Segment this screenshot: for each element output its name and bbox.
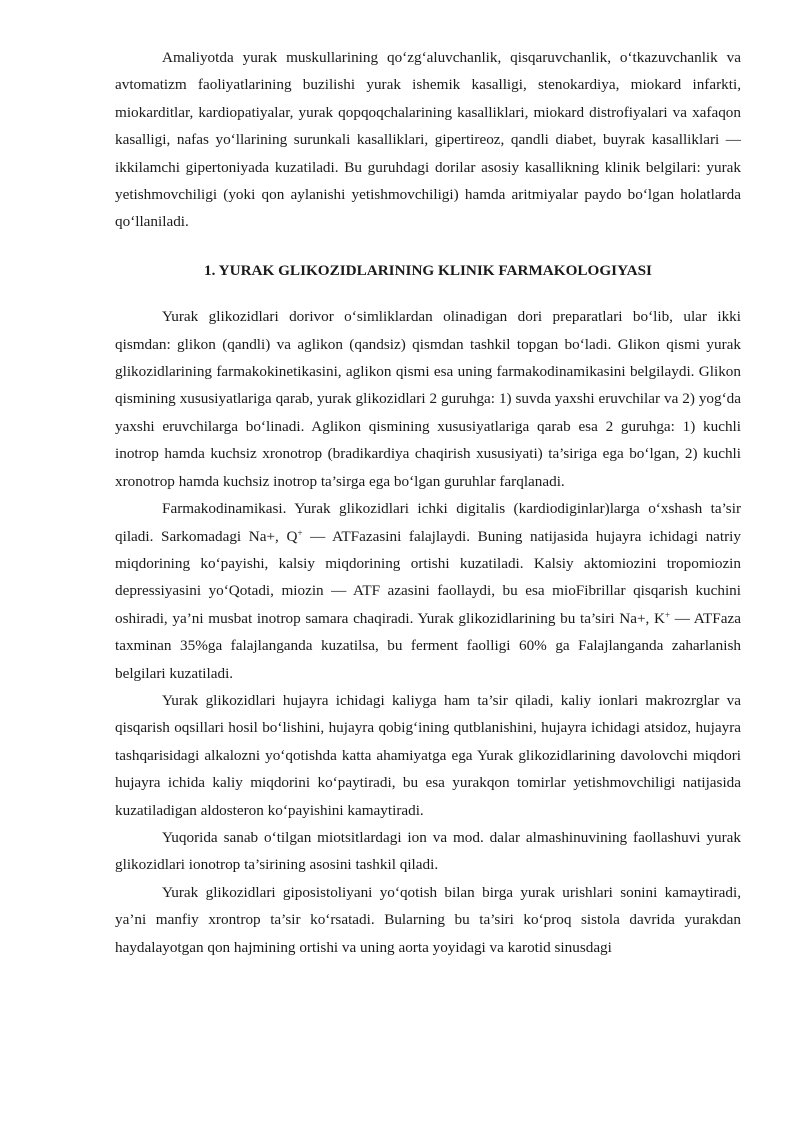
document-body xyxy=(115,44,741,961)
paragraph-intro: Amaliyotda yurak muskullarining qo‘zg‘aluvchanlik, qisqaruvchanlik, o‘tkazuvchanlik va avtomatizm faoliyatlarining buzilishi yurak ishemik kasalligi, stenokardiya, miokard infarkti, miokarditlar, kardiopatiyalar, yurak qopqoqchalarining kasalliklari, miokard distrofiyalari va xafaqon kasalligi, nafas yo‘llarining surunkali kasalliklari, gipertireoz, qandli diabet, buyrak kasalliklari — ikkilamchi gipertoniyada kuzatiladi. Bu guruhdagi dorilar asosiy kasallikning klinik belgilari: yurak yetishmovchiligi (yoki qon aylanishi yetishmovchiligi) hamda aritmiyalar paydo bo‘lgan holatlarda qo‘llaniladi. xyxy=(115,49,741,231)
section-heading: 1. YURAK GLIKOZIDLARINING KLINIK FARMAKOLOGIYASI xyxy=(204,261,652,279)
pharmacodynamics-text-3: — ATFaza taxminan 35%ga falajlanganda kuzatilsa, bu ferment faolligi 60% ga Falajlanganda zaharlanish belgilari kuzatiladi. xyxy=(115,609,741,682)
paragraph-ion-exchange: Yuqorida sanab o‘tilgan miotsitlardagi ion va mod. dalar almashinuvining faollashuvi yurak glikozidlari ionotrop ta’sirining asosini tashkil qiladi. xyxy=(115,828,741,874)
pharmacodynamics-text-1: Farmakodinamikasi. Yurak glikozidlari ichki digitalis (kardiodiginlar)larga o‘xshash ta’sir qiladi. Sarkomadagi Na+, Q xyxy=(115,500,741,545)
pharmacodynamics-text-2: — ATFazasini falajlaydi. Buning natijasida hujayra ichidagi natriy miqdorining ko‘payishi, kalsiy miqdorining ortishi kuzatiladi. Kalsiy aktomiozini tropomiozin depressiyasini yo‘Qotadi, miozin — ATF azasini faollaydi, bu esa mioFibrillar qisqarish kuchini oshiradi, ya’ni musbat inotrop samara chaqiradi. Yurak glikozidlarining bu ta’siri Na+, K xyxy=(115,527,741,627)
superscript-plus-2: + xyxy=(664,609,671,620)
paragraph-chronotropic: Yurak glikozidlari giposistoliyani yo‘qotish bilan birga yurak urishlari sonini kamaytiradi, ya’ni manfiy xrontrop ta’sir ko‘rsatadi. Bularning bu ta’siri ko‘proq sistola davrida yurakdan haydalayotgan qon hajmining ortishi va uning aorta yoyidagi va karotid sinusdagi xyxy=(115,883,741,956)
paragraph-glycoside-structure: Yurak glikozidlari dorivor o‘simliklardan olinadigan dori preparatlari bo‘lib, ular ikki qismdan: glikon (qandli) va aglikon (qandsiz) qismdan tashkil topgan bo‘ladi. Glikon qismi yurak glikozidlarining farmakokinetikasini, aglikon qismi esa uning farmakodinamikasini belgilaydi. Glikon qismining xususiyatlariga qarab, yurak glikozidlari 2 guruhga: 1) suvda yaxshi eruvchilar va 2) yog‘da yaxshi eruvchilarga bo‘linadi. Aglikon qismining xususiyatlariga qarab esa 2 guruhga: 1) kuchli inotrop hamda kuchsiz xronotrop (bradikardiya chaqirish xususiyati) ta’siriga ega bo‘lgan, 2) kuchli xronotrop hamda kuchsiz inotrop ta’sirga ega bo‘lgan guruhlar farqlanadi. xyxy=(115,308,741,490)
paragraph-pharmacodynamics xyxy=(115,495,741,687)
superscript-plus-1: + xyxy=(297,527,303,538)
paragraph-potassium: Yurak glikozidlari hujayra ichidagi kaliyga ham ta’sir qiladi, kaliy ionlari makrozrglar va qisqarish oqsillari hosil bo‘lishini, hujayra qobig‘ining qutblanishini, hujayra ichidagi atsidoz, hujayra tashqarisidagi alkalozni yo‘qotishda katta ahamiyatga ega Yurak glikozidlarining davolovchi miqdori hujayra ichida kaliy miqdorini ko‘paytiradi, bu esa yurakqon tomirlar yetishmovchiligi natijasida kuzatiladigan aldosteron ko‘payishini kamaytiradi. xyxy=(115,691,741,819)
